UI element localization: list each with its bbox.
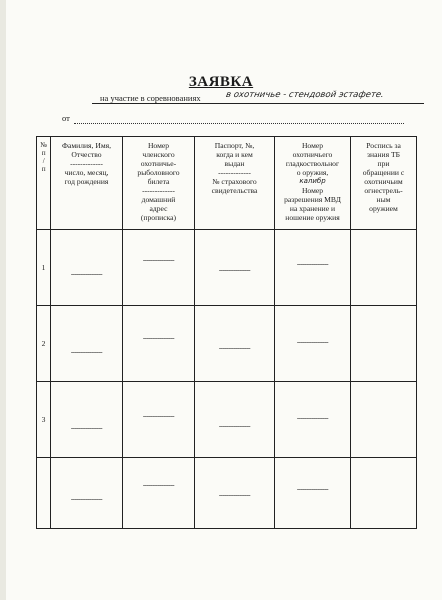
header-number-line: / xyxy=(42,157,45,165)
blank-dashes: ----------------- xyxy=(296,337,329,346)
row-number: 3 xyxy=(37,382,51,458)
table-row xyxy=(37,306,417,382)
header-line: ношение оружия xyxy=(285,213,340,222)
blank-dashes: ----------------- xyxy=(70,423,103,432)
header-line: (прописка) xyxy=(140,213,177,222)
weapon-cell[interactable] xyxy=(275,306,351,382)
name-cell[interactable] xyxy=(51,306,123,382)
participants-table xyxy=(36,136,417,529)
header-handwritten-caliber: калибр xyxy=(299,177,326,185)
passport-cell[interactable] xyxy=(195,230,275,306)
header-line: Роспись за xyxy=(366,141,401,150)
header-line: охотничьим xyxy=(364,177,403,186)
blank-dashes: ----------------- xyxy=(142,255,175,264)
header-number xyxy=(37,137,51,230)
form-subtitle xyxy=(92,90,432,105)
subtitle-underline xyxy=(92,103,424,104)
header-full-name xyxy=(51,137,123,230)
blank-dashes: ----------------- xyxy=(70,269,103,278)
header-line: домашний xyxy=(141,195,176,204)
subtitle-printed-text: на участие в соревнованиях xyxy=(100,93,201,103)
header-line: членского xyxy=(142,150,175,159)
header-line: при xyxy=(377,159,390,168)
header-weapon xyxy=(275,137,351,230)
table-row xyxy=(37,382,417,458)
header-number-line: п xyxy=(41,165,46,173)
signature-cell[interactable] xyxy=(351,458,417,529)
header-line: обращении с xyxy=(362,168,405,177)
header-line: № страхового xyxy=(212,177,257,186)
weapon-cell[interactable] xyxy=(275,382,351,458)
header-number-line: № xyxy=(40,141,47,149)
header-line: оружием xyxy=(369,204,398,213)
header-line: о оружия, xyxy=(296,168,329,177)
signature-cell[interactable] xyxy=(351,382,417,458)
blank-dashes: ----------------- xyxy=(142,333,175,342)
header-line: выдан xyxy=(224,159,245,168)
blank-dashes: ----------------- xyxy=(142,481,175,489)
signature-cell[interactable] xyxy=(351,306,417,382)
header-line: адрес xyxy=(149,204,168,213)
row-number: 2 xyxy=(37,306,51,382)
table-header-row xyxy=(37,137,417,230)
header-line: знания ТБ xyxy=(367,150,400,159)
table-row xyxy=(37,230,417,306)
blank-dashes: ----------------- xyxy=(142,411,175,420)
header-safety-signature xyxy=(351,137,417,230)
header-line: гладкоствольног xyxy=(285,159,340,168)
name-cell[interactable] xyxy=(51,382,123,458)
row-number xyxy=(37,458,51,529)
header-line: число, месяц, xyxy=(64,168,109,177)
ticket-cell[interactable] xyxy=(123,230,195,306)
from-blank-line xyxy=(74,123,404,124)
blank-dashes: ----------------- xyxy=(296,413,329,422)
header-line: огнестрель- xyxy=(364,186,403,195)
blank-dashes: ----------------- xyxy=(70,495,103,503)
header-line: на хранение и xyxy=(289,204,336,213)
header-line: рыболовного xyxy=(137,168,180,177)
blank-dashes: ----------------- xyxy=(70,347,103,356)
header-line: год рождения xyxy=(64,177,109,186)
header-line: Фамилия, Имя, xyxy=(61,141,112,150)
header-line: Номер xyxy=(301,141,324,150)
table-row xyxy=(37,458,417,529)
header-line: охотничье- xyxy=(140,159,177,168)
header-line: ------------- xyxy=(142,186,175,195)
passport-cell[interactable] xyxy=(195,382,275,458)
name-cell[interactable] xyxy=(51,230,123,306)
header-line: охотничьего xyxy=(292,150,333,159)
from-label: от xyxy=(62,113,70,123)
header-line: ным xyxy=(376,195,391,204)
weapon-cell[interactable] xyxy=(275,230,351,306)
header-line: Номер xyxy=(301,186,324,195)
subtitle-handwritten-text: в охотничье - стендовой эстафете. xyxy=(225,90,385,100)
header-line: билета xyxy=(147,177,170,186)
header-passport xyxy=(195,137,275,230)
form-title: ЗАЯВКА xyxy=(188,74,254,90)
blank-dashes: ----------------- xyxy=(218,491,251,499)
header-line: Отчество xyxy=(71,150,102,159)
blank-dashes: ----------------- xyxy=(296,259,329,268)
blank-dashes: ----------------- xyxy=(218,265,251,274)
header-hunting-ticket xyxy=(123,137,195,230)
header-line: Паспорт, №, xyxy=(214,141,255,150)
signature-cell[interactable] xyxy=(351,230,417,306)
passport-cell[interactable] xyxy=(195,458,275,529)
ticket-cell[interactable] xyxy=(123,306,195,382)
ticket-cell[interactable] xyxy=(123,382,195,458)
ticket-cell[interactable] xyxy=(123,458,195,529)
blank-dashes: ----------------- xyxy=(218,421,251,430)
header-line: Номер xyxy=(147,141,170,150)
passport-cell[interactable] xyxy=(195,306,275,382)
row-number: 1 xyxy=(37,230,51,306)
header-line: ------------- xyxy=(70,159,103,168)
header-line: когда и кем xyxy=(216,150,253,159)
name-cell[interactable] xyxy=(51,458,123,529)
header-line: ------------- xyxy=(218,168,251,177)
header-line: свидетельства xyxy=(211,186,258,195)
header-number-line: п xyxy=(41,149,46,157)
blank-dashes: ----------------- xyxy=(218,343,251,352)
header-line: разрешения МВД xyxy=(284,195,341,204)
weapon-cell[interactable] xyxy=(275,458,351,529)
blank-dashes: ----------------- xyxy=(296,485,329,493)
